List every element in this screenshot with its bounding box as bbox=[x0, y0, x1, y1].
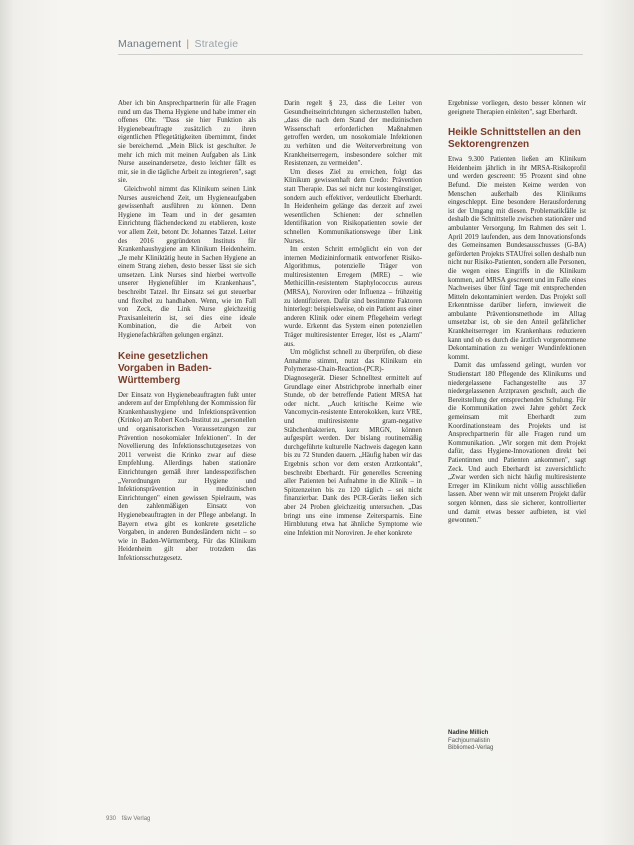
paragraph: Gleichwohl nimmt das Klinikum seinen Link Nurses ausreichend Zeit, um Hygieneaufgaben gewissenhaft ausführen zu können. Denn Hygiene im Team und in der gesamten Einrichtung flächendeckend zu etablieren, koste vor allem Zeit, betont Dr. Johannes Tatzel. Leiter des 2016 gegründeten Instituts für Krankenhaushygiene am Klinikum Heidenheim. „Je mehr Kliniktätig heute in Sachen Hygiene an einem Strang ziehen, desto besser lässt sie sich umsetzen. Link Nurses sind hierbei wertvolle unserer Hygienefühler im Krankenhaus", beschreibt Tatzel. Ihr Einsatz sei gut steuerbar und flexibel zu handhaben. Wenn, wie im Fall von Zeck, die Link Nurse gleichzeitig Praxisanleiterin ist, sei dies eine ideale Kombination, die die Arbeit von Hygienefachkräften gelungen ergänzt. bbox=[118, 185, 256, 340]
page-number: 930 bbox=[106, 816, 117, 822]
subsection-label: Strategie bbox=[194, 38, 239, 50]
text-column-1 bbox=[118, 100, 256, 564]
paragraph: Der Einsatz von Hygienebeauftragten fußt unter anderem auf der Empfehlung der Kommission für Krankenhaushygiene und Infektionsprävention (Krinko) am Robert Koch-Institut zu „personellen und organisatorischen Voraussetzungen zur Prävention nosokomialer Infektionen". In der Novellierung des Infektionsschutzgesetzes von 2011 verweist die Krinko zwar auf diese Empfehlung. Allerdings haben stationäre Einrichtungen gemäß ihrer landesspezifischen „Verordnungen zur Hygiene und Infektionsprävention in medizinischen Einrichtungen" einen gewissen Spielraum, was den zahlenmäßigen Einsatz von Hygienebeauftragten in der Pflege anbelangt. In Bayern etwa gibt es konkrete gesetzliche Vorgaben, in anderen Bundesländern nicht – so wie in Baden-Württemberg. Für das Klinikum Heidenheim gilt aber trotzdem das Infektionsschutzgesetz. bbox=[118, 391, 256, 562]
section-label: Management bbox=[118, 38, 182, 50]
section-heading: Keine gesetzlichen Vorgaben in Baden-Württemberg bbox=[118, 350, 212, 386]
publication-name: f&w Verlag bbox=[121, 816, 151, 822]
author-role: Fachjournalistin bbox=[448, 737, 491, 744]
paragraph: Aber ich bin Ansprechpartnerin für alle Fragen rund um das Thema Hygiene und habe immer ein offenes Ohr. "Dass sie hier Funktion als Hygienebeauftragte zusätzlich zu ihren eigentlichen Pflegetätigkeiten übernimmt, findet sie bereichernd. „Mein Blick ist geschulter. Je mehr ich mich mit meinen Aufgaben als Link Nurse auseinandersetze, desto leichter fällt es mir, sie in die tägliche Arbeit zu integrieren", sagt sie. bbox=[118, 100, 256, 185]
paragraph: Im ersten Schritt ermöglicht ein von der internen Medizininformatik entworfener Risiko-Algorithmus, potenzielle Träger von multiresistenten Erregern (MRE) – wie Methicillin-resistentem Staphylococcus aureus (MRSA), Noroviren oder Influenza – frühzeitig zu identifizieren. Dafür sind bestimmte Faktoren hinterlegt: beispielsweise, ob ein Patient aus einer anderen Klinik oder einem Pflegeheim verlegt wurde. Erkennt das System einen potenziellen Träger multiresistenter Erreger, löst es „Alarm" aus. bbox=[284, 246, 422, 348]
page-footer bbox=[106, 816, 150, 822]
author-credit bbox=[448, 730, 493, 753]
paragraph: Etwa 9.300 Patienten ließen am Klinikum Heidenheim jährlich in ihr MRSA-Risikoprofil und werden gescreent: 95 Prozent sind ohne Befund. Die meisten Keime werden von Menschen außerhalb des Klinikums eingeschleppt. Eine besondere Herausforderung ist der Umgang mit diesen. Problematikfälle ist deshalb die Schnittstelle zwischen stationärer und ambulanter Versorgung. Im Rahmen des seit 1. April 2019 laufenden, aus dem Innovationsfonds des Gemeinsamen Bundesausschusses (G-BA) geförderten Projekts STAUfrei sollen deshalb nun nicht nur Risiko-Patienten, sondern alle Personen, die wegen eines Eingriffs in die Klinikum kommen, auf MRSA gescreent und im Falle eines Nachweises über fünf Tage mit entsprechenden Mitteln dekontaminiert werden. Das Projekt soll Erkenntnisse darüber liefern, inwieweit die ambulante Präventionsmethode im Alltag umsetzbar ist, ob sie den Anteil gefährlicher Krankheitserreger im Krankenhaus reduzieren kann und ob es durch die ärztlich vorgenommene Dekontamination zu weniger Wundinfektionen kommt. bbox=[448, 156, 586, 361]
text-column-3 bbox=[448, 100, 586, 526]
paragraph: Ergebnisse vorliegen, desto besser können wir geeignete Therapien einleiten", sagt Eberhardt. bbox=[448, 100, 586, 116]
author-name: Nadine Millich bbox=[448, 730, 489, 736]
section-heading: Heikle Schnittstellen an den Sektorengrenzen bbox=[448, 127, 581, 151]
text-column-2 bbox=[284, 100, 422, 538]
paragraph: Um möglichst schnell zu überprüfen, ob diese Annahme stimmt, nutzt das Klinikum ein Polymerase-Chain-Reaction-(PCR)-Diagnosegerät. Dieser Schnelltest ermittelt auf Grundlage einer Abstrichprobe innerhalb einer Stunde, ob der betreffende Patient MRSA hat oder nicht. „Auch kritische Keime wie Vancomycin-resistente Enterokokken, kurz VRE, und multiresistente gram-negative Stäbchenbakterien, kurz MRGN, können aufgespürt werden. Der bislang routinemäßig durchgeführte kulturelle Nachweis dagegen kann bis zu 72 Stunden dauern. „Häufig haben wir das Ergebnis schon vor dem ersten Arztkontakt", beschreibt Eberhardt. Für generelles Screening aller Patienten bei Aufnahme in die Klinik – in Spitzenzeiten bis zu 120 täglich – sei nicht finanzierbar. Dank des PCR-Geräts ließen sich aber 24 Proben gleichzeitig untersuchen. „Das bringt uns eine immense Zeitersparnis. Eine Hirnblutung etwa hat ähnliche Symptome wie eine Infektion mit Noroviren. Je eher konkrete bbox=[284, 349, 422, 537]
header-divider bbox=[118, 54, 583, 55]
section-header bbox=[118, 38, 238, 50]
header-separator: | bbox=[186, 38, 190, 50]
paragraph: Damit das umfassend gelingt, wurden vor Studienstart 180 Pflegende des Klinikums und niedergelassene Fachangestellte aus 37 niedergelassenen Arztpraxen geschult, auch die Bereitstellung der entsprechenden Schulung. Für die Kommunikation zwei Jahre gehört Zeck gemeinsam mit Eberhardt zum Koordinationsteam des Projekts und ist Ansprechpartnerin für alle Fragen rund um Kommunikation. „Wir sorgen mit dem Projekt dafür, dass Hygiene-Innovationen direkt bei Patientinnen und Patienten ankommen", sagt Zeck. Und auch Eberhardt ist zuversichtlich: „Zwar werden sich nicht häufig multiresistente Erreger im Klinikum nicht völlig ausschließen lassen. Aber wenn wir mit unserem Projekt dafür sorgen können, dass sie sicherer, kontrollierter und damit etwas besser aufbieten, ist viel gewonnen." bbox=[448, 362, 586, 525]
paragraph: Um dieses Ziel zu erreichen, folgt das Klinikum gewissenhaft dem Credo: Prävention statt Therapie. Das sei nicht nur kostengünstiger, sondern auch effektiver, verdeutlicht Eberhardt. In Heidenheim gelänge das derzeit auf zwei wesentlichen Schienen: der schnellen Identifikation von Risikopatienten sowie der schnellen Kommunikationswege über Link Nurses. bbox=[284, 168, 422, 245]
paragraph: Darin regelt § 23, dass die Leiter von Gesundheitseinrichtungen sicherzustellen haben, „dass die nach dem Stand der medizinischen Wissenschaft erforderlichen Maßnahmen getroffen werden, um nosokomiale Infektionen zu verhüten und die Weiterverbreitung von Krankheitserregern, insbesondere solcher mit Resistenzen, zu vermeiden". bbox=[284, 100, 422, 168]
author-affiliation: Bibliomed-Verlag bbox=[448, 745, 494, 751]
